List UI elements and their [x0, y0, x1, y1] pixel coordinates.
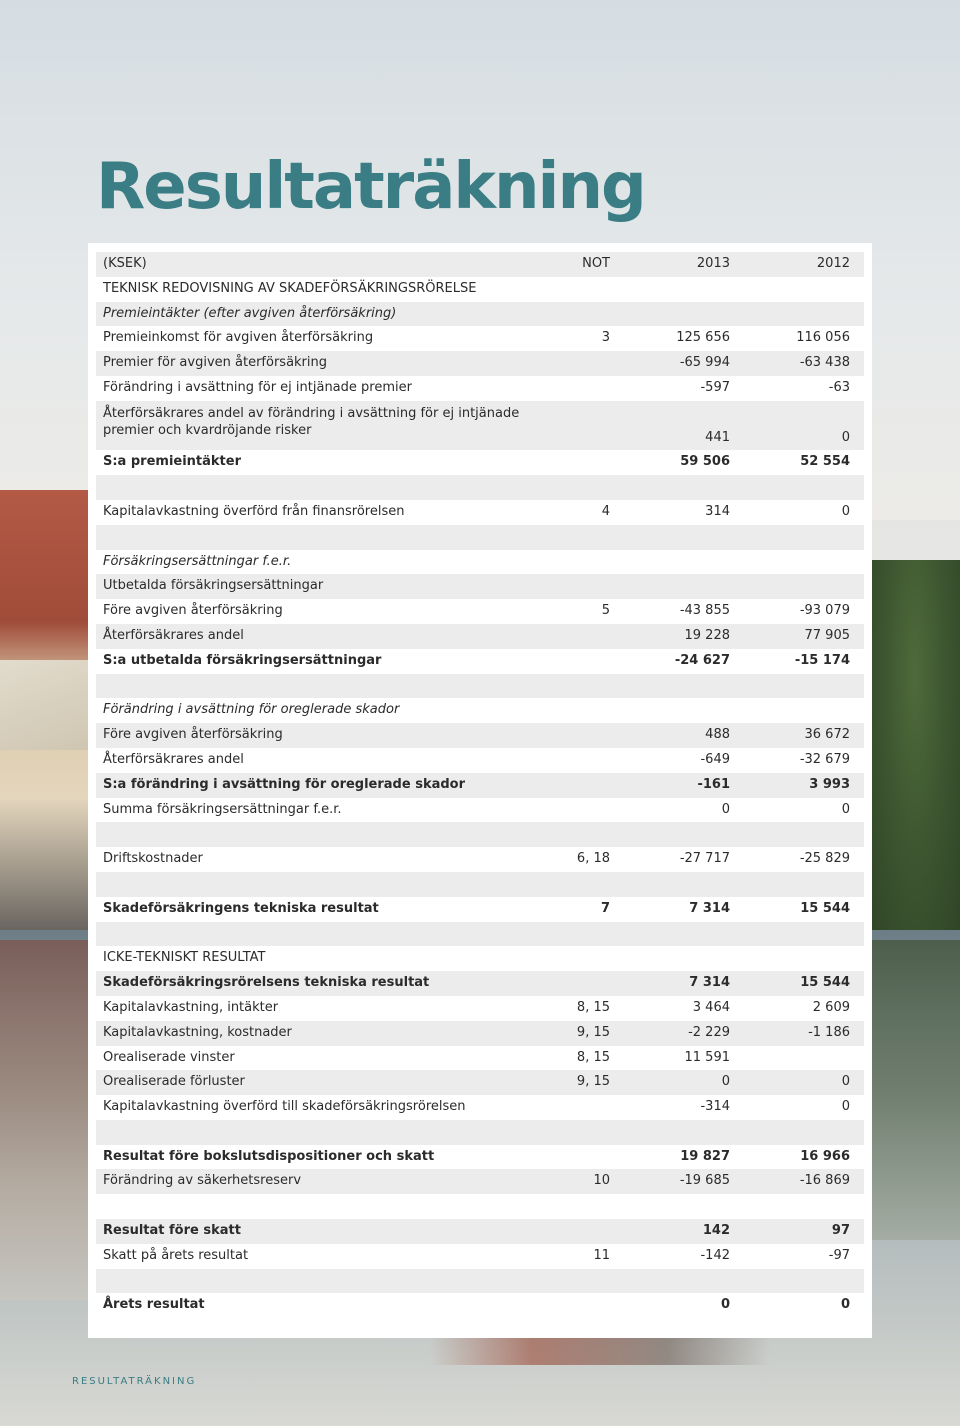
note-cell: 7	[600, 900, 610, 916]
row-label: Kapitalavkastning överförd till skadeförsäkringsrörelsen	[103, 1099, 466, 1115]
row-label: Driftskostnader	[103, 851, 203, 867]
row-label: Summa försäkringsersättningar f.e.r.	[103, 801, 342, 817]
value-2012-cell: 0	[840, 1297, 850, 1313]
table-row	[96, 971, 864, 996]
page-title: Resultaträkning	[96, 150, 645, 224]
note-cell: 11	[593, 1247, 610, 1263]
note-cell: 8, 15	[576, 1049, 610, 1065]
note-cell: 8, 15	[576, 999, 610, 1015]
value-2012-cell: -63	[828, 379, 850, 395]
row-label: Kapitalavkastning överförd från finansrörelsen	[103, 503, 405, 519]
table-row	[96, 1219, 864, 1244]
row-label: Kapitalavkastning, intäkter	[103, 999, 279, 1015]
value-2012-cell: -97	[828, 1247, 850, 1263]
table-row	[96, 302, 864, 327]
value-2012-cell: 15 544	[800, 900, 850, 916]
table-row	[96, 897, 864, 922]
value-2013-cell: 7 314	[689, 900, 730, 916]
row-label: Årets resultat	[103, 1297, 205, 1313]
value-2012-cell: 15 544	[800, 975, 850, 991]
value-2013-cell: 11 591	[684, 1049, 730, 1065]
row-label: Kapitalavkastning, kostnader	[103, 1024, 292, 1040]
value-2013-cell: 0	[721, 801, 730, 817]
value-2013-cell: -43 855	[679, 603, 730, 619]
reflection-right	[872, 940, 960, 1240]
value-2012-cell: -32 679	[799, 751, 850, 767]
value-2013-cell: 441	[705, 429, 730, 445]
table-row	[96, 748, 864, 773]
value-2012-cell: 2012	[816, 256, 850, 271]
row-label: TEKNISK REDOVISNING AV SKADEFÖRSÄKRINGSRÖRELSE	[103, 280, 477, 296]
table-row	[96, 326, 864, 351]
table-row	[96, 550, 864, 575]
value-2013-cell: 2013	[696, 256, 730, 271]
table-row	[96, 698, 864, 723]
row-label: Återförsäkrares andel	[103, 627, 244, 643]
value-2013-cell: -24 627	[674, 652, 730, 668]
value-2012-cell: 0	[841, 429, 850, 445]
value-2013-cell: -649	[700, 751, 730, 767]
row-label: Förändring av säkerhetsreserv	[103, 1173, 302, 1189]
row-label: S:a premieintäkter	[103, 454, 241, 470]
note-cell: 9, 15	[576, 1074, 610, 1090]
row-label: Orealiserade vinster	[103, 1049, 235, 1065]
value-2013-cell: -142	[700, 1247, 730, 1263]
row-label: S:a utbetalda försäkringsersättningar	[103, 652, 382, 668]
value-2012-cell: 97	[831, 1223, 850, 1239]
value-2012-cell: 52 554	[800, 454, 850, 470]
value-2012-cell: -1 186	[808, 1024, 850, 1040]
table-row	[96, 624, 864, 649]
note-cell: 10	[593, 1173, 610, 1189]
table-row	[96, 847, 864, 872]
value-2013-cell: -19 685	[679, 1173, 730, 1189]
note-cell: 9, 15	[576, 1024, 610, 1040]
table-row	[96, 475, 864, 500]
table-row	[96, 1046, 864, 1071]
table-row	[96, 1269, 864, 1294]
table-row	[96, 1145, 864, 1170]
table-row	[96, 599, 864, 624]
table-row	[96, 723, 864, 748]
table-row	[96, 376, 864, 401]
trees-right	[870, 560, 960, 940]
value-2012-cell: 0	[841, 1099, 850, 1115]
table-row	[96, 525, 864, 550]
row-label: Utbetalda försäkringsersättningar	[103, 578, 324, 594]
value-2013-cell: -27 717	[679, 851, 730, 867]
table-row	[96, 500, 864, 525]
table-row	[96, 1070, 864, 1095]
value-2013-cell: -2 229	[688, 1024, 730, 1040]
table-row	[96, 1293, 864, 1318]
table-row	[96, 574, 864, 599]
note-cell: 4	[601, 503, 610, 519]
page-footer: RESULTATRÄKNING	[72, 1376, 197, 1387]
row-label: Förändring i avsättning för ej intjänade premier	[103, 379, 412, 395]
value-2012-cell: 77 905	[804, 627, 850, 643]
table-row	[96, 822, 864, 847]
house-roof	[0, 660, 95, 750]
income-statement-panel	[88, 243, 872, 1338]
value-2012-cell: 36 672	[804, 727, 850, 743]
table-row	[96, 1244, 864, 1269]
table-row	[96, 996, 864, 1021]
row-label: Skadeförsäkringsrörelsens tekniska resultat	[103, 975, 430, 991]
value-2012-cell: -25 829	[799, 851, 850, 867]
row-label: Förändring i avsättning för oreglerade skador	[103, 702, 400, 718]
table-row	[96, 252, 864, 277]
row-label: Premieintäkter (efter avgiven återförsäkring)	[103, 305, 397, 321]
row-label: Före avgiven återförsäkring	[103, 603, 283, 619]
value-2013-cell: 59 506	[680, 454, 730, 470]
table-row	[96, 351, 864, 376]
table-row	[96, 1169, 864, 1194]
table-row	[96, 922, 864, 947]
value-2012-cell: -15 174	[794, 652, 850, 668]
value-2013-cell: 0	[720, 1297, 730, 1313]
table-row	[96, 872, 864, 897]
value-2013-cell: -65 994	[679, 355, 730, 371]
table-row	[96, 1120, 864, 1145]
value-2013-cell: 0	[721, 1074, 730, 1090]
table-row	[96, 946, 864, 971]
value-2012-cell: 0	[841, 1074, 850, 1090]
value-2013-cell: 488	[705, 727, 730, 743]
row-label: S:a förändring i avsättning för oreglerade skador	[103, 776, 466, 792]
value-2013-cell: 142	[702, 1223, 730, 1239]
value-2013-cell: 19 228	[684, 627, 730, 643]
value-2013-cell: 7 314	[689, 975, 730, 991]
value-2013-cell: 314	[705, 503, 730, 519]
table-row	[96, 674, 864, 699]
note-cell: 5	[601, 603, 610, 619]
value-2013-cell: 19 827	[680, 1148, 730, 1164]
value-2012-cell: 16 966	[800, 1148, 850, 1164]
value-2013-cell: 125 656	[676, 330, 730, 346]
table-row	[96, 798, 864, 823]
row-label: (KSEK)	[103, 256, 147, 271]
note-cell: 6, 18	[576, 851, 610, 867]
table-row	[96, 1021, 864, 1046]
table-row	[96, 1095, 864, 1120]
table-row	[96, 277, 864, 302]
row-label: Resultat före bokslutsdispositioner och skatt	[103, 1148, 435, 1164]
value-2012-cell: -93 079	[799, 603, 850, 619]
value-2012-cell: 0	[841, 801, 850, 817]
income-statement-table	[96, 252, 864, 1318]
row-label: Resultat före skatt	[103, 1223, 241, 1239]
row-label: Före avgiven återförsäkring	[103, 727, 283, 743]
value-2013-cell: -314	[700, 1099, 730, 1115]
row-label: Återförsäkrares andel av förändring i avsättning för ej intjänade premier och kvardröjande risker	[103, 405, 520, 438]
value-2012-cell: 2 609	[812, 999, 850, 1015]
table-row	[96, 773, 864, 798]
reflection-bottom	[430, 1335, 770, 1365]
value-2012-cell: 3 993	[809, 776, 850, 792]
table-row	[96, 450, 864, 475]
row-label: Återförsäkrares andel	[103, 751, 244, 767]
value-2012-cell: 0	[841, 503, 850, 519]
row-label: Premieinkomst för avgiven återförsäkring	[103, 330, 374, 346]
table-row	[96, 649, 864, 674]
row-label: Orealiserade förluster	[103, 1074, 245, 1090]
value-2013-cell: 3 464	[692, 999, 730, 1015]
value-2013-cell: -161	[697, 776, 730, 792]
row-label: Försäkringsersättningar f.e.r.	[103, 553, 292, 569]
value-2012-cell: -63 438	[799, 355, 850, 371]
value-2012-cell: -16 869	[799, 1173, 850, 1189]
row-label: ICKE-TEKNISKT RESULTAT	[103, 950, 266, 966]
row-label: Skadeförsäkringens tekniska resultat	[103, 900, 379, 916]
reflection-left	[0, 940, 90, 1300]
table-row	[96, 1194, 864, 1219]
row-label: Premier för avgiven återförsäkring	[103, 355, 328, 371]
value-2013-cell: -597	[700, 379, 730, 395]
note-cell: 3	[601, 330, 610, 346]
table-row	[96, 401, 864, 451]
note-cell: NOT	[582, 256, 610, 271]
row-label: Skatt på årets resultat	[103, 1247, 249, 1263]
value-2012-cell: 116 056	[796, 330, 850, 346]
